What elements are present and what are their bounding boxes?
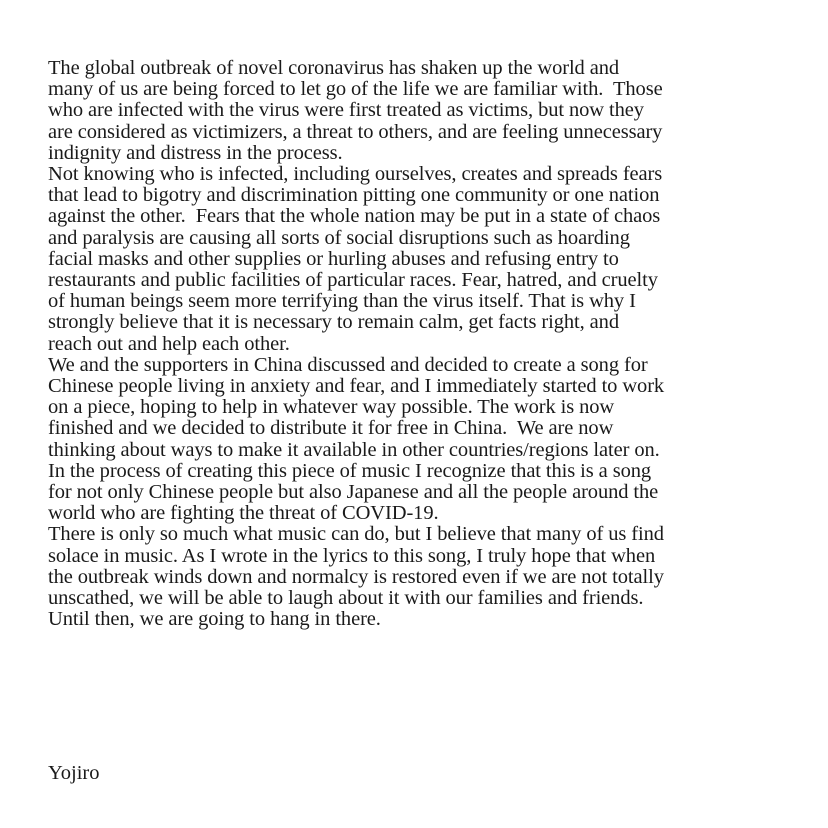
letter-line: finished and we decided to distribute it for free in China. We are now [48, 417, 614, 440]
letter-line: and paralysis are causing all sorts of social disruptions such as hoarding [48, 226, 630, 249]
letter-line: Chinese people living in anxiety and fear, and I immediately started to work [48, 375, 665, 398]
letter-line: There is only so much what music can do, but I believe that many of us find [48, 523, 664, 546]
letter-line: We and the supporters in China discussed and decided to create a song for [48, 353, 648, 376]
letter-line: Not knowing who is infected, including ourselves, creates and spreads fears [48, 163, 663, 186]
letter-line: strongly believe that it is necessary to remain calm, get facts right, and [48, 311, 619, 334]
letter-line: In the process of creating this piece of music I recognize that this is a song [48, 459, 652, 482]
letter-line: indignity and distress in the process. [48, 141, 343, 164]
letter-line: facial masks and other supplies or hurling abuses and refusing entry to [48, 247, 619, 270]
letter-line: who are infected with the virus were first treated as victims, but now they [48, 99, 644, 122]
letter-line: restaurants and public facilities of particular races. Fear, hatred, and cruelty [48, 269, 658, 292]
letter-line: are considered as victimizers, a threat to others, and are feeling unnecessary [48, 120, 663, 143]
letter-line: solace in music. As I wrote in the lyrics to this song, I truly hope that when [48, 544, 656, 567]
letter-line: The global outbreak of novel coronavirus has shaken up the world and [48, 57, 620, 79]
letter-line: reach out and help each other. [48, 332, 290, 355]
letter-line: world who are fighting the threat of COVID-19. [48, 502, 439, 525]
letter-line: thinking about ways to make it available in other countries/regions later on. [48, 438, 660, 461]
letter-line: the outbreak winds down and normalcy is restored even if we are not totally [48, 565, 664, 588]
letter-line: unscathed, we will be able to laugh about it with our families and friends. [48, 587, 644, 610]
letter-line: for not only Chinese people but also Japanese and all the people around the [48, 481, 659, 504]
letter-body [48, 58, 828, 630]
letter-line: of human beings seem more terrifying than the virus itself. That is why I [48, 290, 636, 313]
letter-line: on a piece, hoping to help in whatever way possible. The work is now [48, 396, 615, 419]
letter-line: that lead to bigotry and discrimination pitting one community or one nation [48, 184, 660, 207]
letter-line: against the other. Fears that the whole nation may be put in a state of chaos [48, 205, 661, 228]
letter-line: Until then, we are going to hang in there. [48, 608, 381, 631]
letter-line: many of us are being forced to let go of the life we are familiar with. Those [48, 78, 663, 101]
signature: Yojiro [48, 762, 100, 784]
